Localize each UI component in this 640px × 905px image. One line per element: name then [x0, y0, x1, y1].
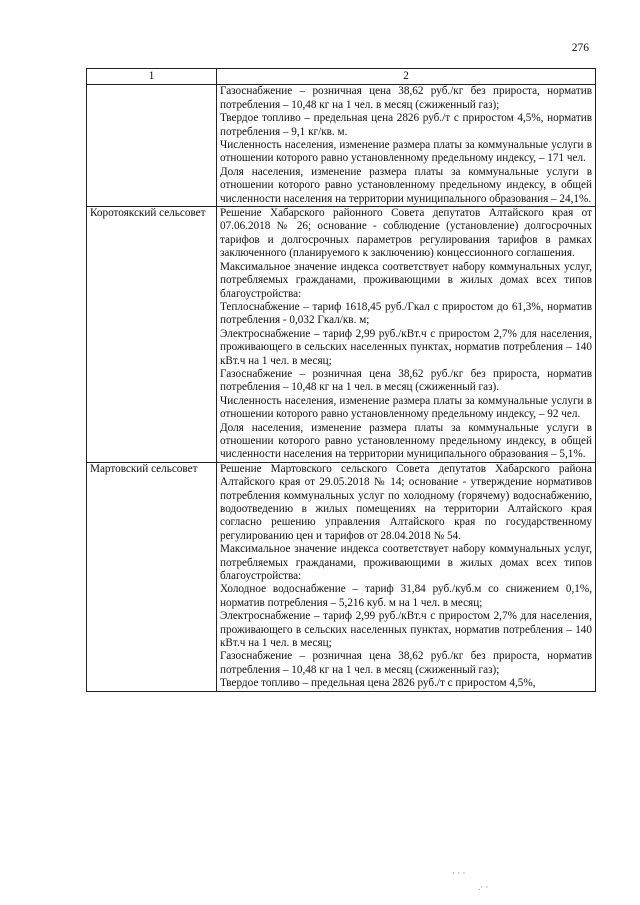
paragraph: Газоснабжение – розничная цена 38,62 руб./кг без прироста, норматив потребления – 10,48 кг на 1 чел. в месяц (сжиженный газ).	[220, 367, 592, 394]
municipality-name	[87, 85, 217, 207]
paragraph: Газоснабжение – розничная цена 38,62 руб./кг без прироста, норматив потребления – 10,48 кг на 1 чел. в месяц (сжиженный газ);	[220, 650, 592, 676]
paragraph: Газоснабжение – розничная цена 38,62 руб./кг без прироста, норматив потребления – 10,48 кг на 1 чел. в месяц (сжиженный газ);	[220, 85, 592, 111]
details-cell	[217, 85, 596, 207]
paragraph: Максимальное значение индекса соответствует набору коммунальных услуг, потребляемых гражданами, проживающими в жилых домах всех типов благоустройства:	[220, 543, 592, 583]
paragraph: Решение Мартовского сельского Совета депутатов Хабарского района Алтайского края от 29.05.2018 № 14; основание - утверждение нормативов потребления коммунальных услуг по холодному (горячему) водоснабжению, водоотведению в жилых помещениях на территории Алтайского края согласно решению управления Алтайского края по государственному регулированию цен и тарифов от 28.04.2018 № 54.	[220, 462, 592, 542]
scan-artifact: .· ·	[478, 882, 489, 892]
paragraph: Максимальное значение индекса соответствует набору коммунальных услуг, потребляемых гражданами, проживающими в жилых домах всех типов благоустройства:	[220, 260, 592, 300]
paragraph: Решение Хабарского районного Совета депутатов Алтайского края от 07.06.2018 № 26; основание - соблюдение (установление) долгосрочных тарифов и долгосрочных параметров регулирования тарифов в рамках заключенного (планируемого к заключению) концессионного соглашения.	[220, 207, 592, 260]
paragraph: Теплоснабжение – тариф 1618,45 руб./Гкал с приростом до 61,3%, норматив потребления - 0,032 Гкал/кв. м;	[220, 300, 592, 327]
paragraph: Твердое топливо – предельная цена 2826 руб./т с приростом 4,5%,	[220, 677, 536, 690]
table-row	[87, 207, 596, 463]
main-table	[86, 68, 596, 692]
header-row	[87, 69, 596, 85]
paragraph: Численность населения, изменение размера платы за коммунальные услуги в отношении которого равно установленному предельному индексу, – 171 чел.	[220, 139, 592, 165]
scan-artifact: · · ·	[452, 868, 466, 878]
page-number: 276	[571, 42, 589, 54]
paragraph: Доля населения, изменение размера платы за коммунальные услуги в отношении которого равно установленному предельному индексу, в общей численности населения на территории муниципального образования – 5,1%.	[220, 421, 592, 461]
details-cell	[217, 207, 596, 463]
paragraph: Электроснабжение – тариф 2,99 руб./кВт.ч с приростом 2,7% для населения, проживающего в сельских населенных пунктах, норматив потребления – 140 кВт.ч на 1 чел. в месяц;	[220, 610, 592, 650]
header-col-1: 1	[87, 69, 217, 85]
table-row	[87, 462, 596, 691]
paragraph: Численность населения, изменение размера платы за коммунальные услуги в отношении которого равно установленному предельному индексу, – 92 чел.	[220, 394, 592, 421]
municipality-name: Коротоякский сельсовет	[87, 207, 217, 463]
paragraph: Доля населения, изменение размера платы за коммунальные услуги в отношении которого равно установленному предельному индексу, в общей численности населения на территории муниципального образования – 24,1%.	[220, 165, 592, 205]
paragraph: Твердое топливо – предельная цена 2826 руб./т с приростом 4,5%, норматив потребления – 9,1 кг/кв. м.	[220, 112, 592, 138]
paragraph: Электроснабжение – тариф 2,99 руб./кВт.ч с приростом 2,7% для населения, проживающего в сельских населенных пунктах, норматив потребления – 140 кВт.ч на 1 чел. в месяц;	[220, 327, 592, 367]
header-col-2: 2	[217, 69, 596, 85]
details-cell	[217, 462, 596, 691]
paragraph: Холодное водоснабжение – тариф 31,84 руб./куб.м со снижением 0,1%, норматив потребления – 5,216 куб. м на 1 чел. в месяц;	[220, 583, 592, 609]
municipality-name: Мартовский сельсовет	[87, 462, 217, 691]
table-row	[87, 85, 596, 207]
